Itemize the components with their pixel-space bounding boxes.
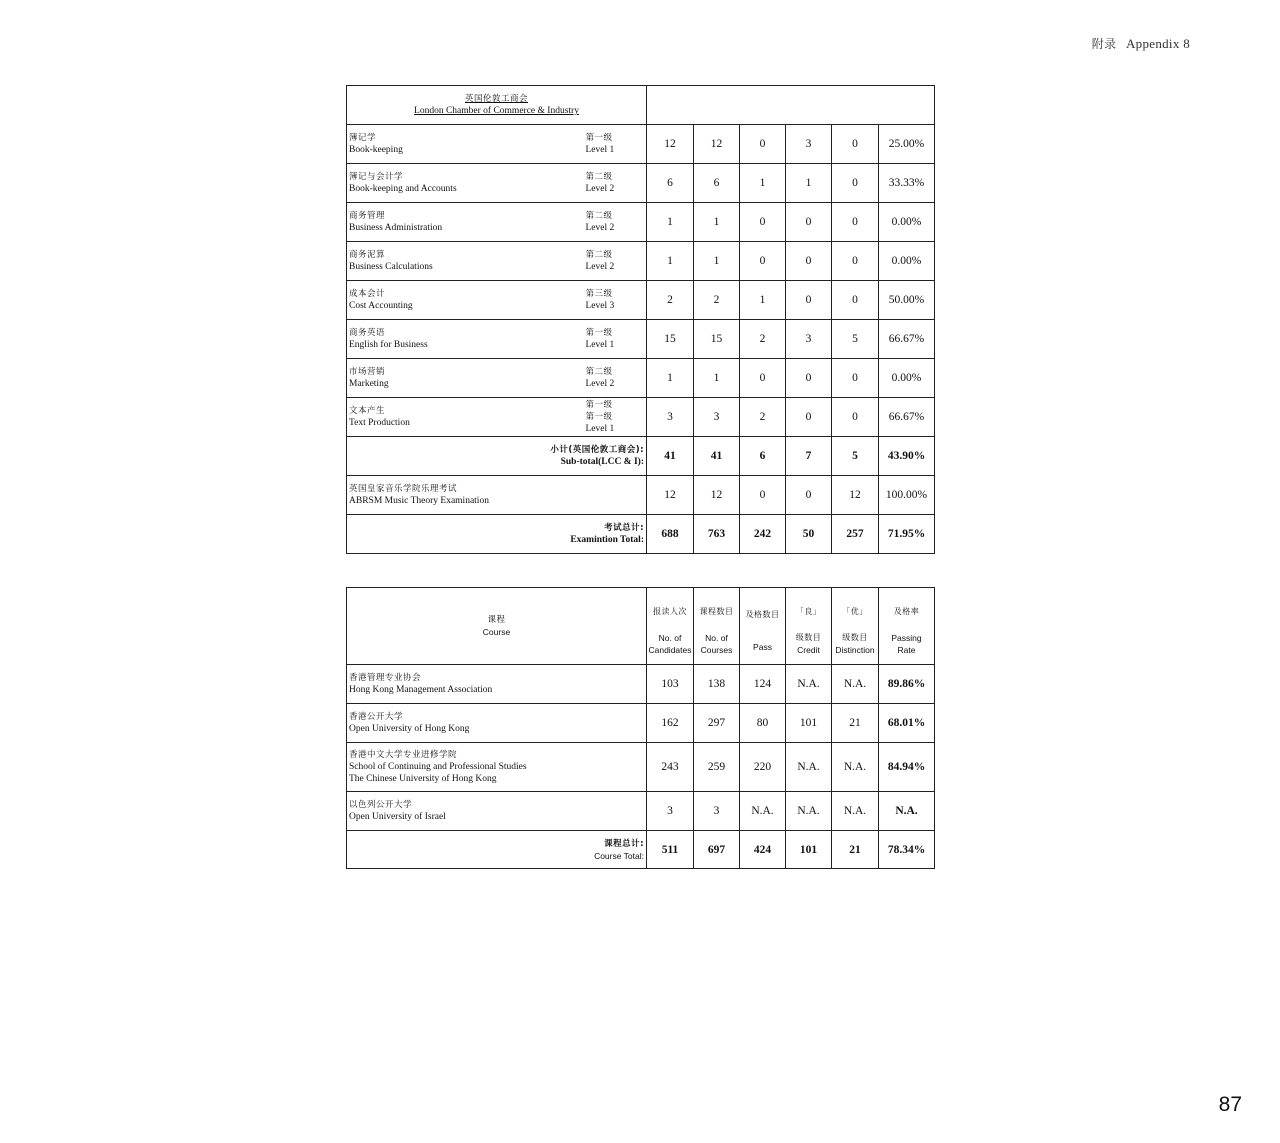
course-column-header-en-line: Credit (797, 645, 820, 655)
course-column-header-en-line: Passing (891, 633, 922, 643)
exam-total-label-cell (347, 515, 647, 554)
exam-total-value-cell: 242 (740, 515, 786, 554)
exam-level-line: 第一级 (585, 133, 613, 143)
course-provider-en: Open University of Hong Kong (349, 724, 470, 734)
exam-subject-cell (347, 125, 585, 164)
course-column-header (879, 588, 935, 665)
course-total-value-cell: 101 (786, 831, 832, 869)
exam-level-cell (585, 203, 647, 242)
page-number: 87 (1218, 1093, 1242, 1116)
exam-value-cell: 0 (786, 359, 832, 398)
header-zh: 附录 (1091, 37, 1117, 51)
exam-abrsm-value-cell: 0 (740, 476, 786, 515)
course-column-header-zh: 报读人次 (653, 607, 687, 616)
exam-level-line: 第二级 (585, 172, 613, 182)
exam-level-cell (585, 398, 647, 437)
exam-value-cell: 12 (694, 125, 740, 164)
exam-group-title-zh: 英国伦敦工商会 (464, 94, 528, 104)
course-column-header (832, 588, 879, 665)
course-column-header-en-line: Distinction (835, 645, 875, 655)
exam-abrsm-value-cell: 12 (832, 476, 879, 515)
exam-subject-cell (347, 203, 585, 242)
course-value-cell: 162 (647, 704, 694, 743)
course-value-cell: 259 (694, 743, 740, 792)
course-provider-cell (347, 665, 647, 704)
exam-subject-zh: 文本产生 (349, 406, 386, 416)
exam-group-title-en: London Chamber of Commerce & Industry (414, 106, 579, 116)
exam-subject-zh: 簿记与会计学 (349, 172, 404, 182)
exam-level-cell (585, 281, 647, 320)
exam-subtotal-value-cell: 6 (740, 437, 786, 476)
course-provider-en: Hong Kong Management Association (349, 685, 493, 695)
exam-subject-en: Text Production (349, 418, 410, 428)
course-column-header-zh: 「优」 (842, 607, 868, 616)
exam-level-line: Level 1 (585, 424, 615, 434)
course-total-value-cell: 78.34% (879, 831, 935, 869)
exam-subject-cell (347, 164, 585, 203)
page-header (1092, 35, 1190, 52)
exam-subtotal-label-zh: 小计(英国伦敦工商会): (550, 445, 644, 455)
exam-value-cell: 1 (694, 242, 740, 281)
exam-subject-cell (347, 320, 585, 359)
course-column-header-en-line: Candidates (648, 645, 692, 655)
course-value-cell: 220 (740, 743, 786, 792)
exam-value-cell: 50.00% (879, 281, 935, 320)
course-total-value-cell: 21 (832, 831, 879, 869)
exam-subject-cell (347, 242, 585, 281)
course-total-label-zh: 课程总计: (604, 838, 644, 849)
exam-value-cell: 1 (740, 281, 786, 320)
exam-value-cell: 6 (694, 164, 740, 203)
exam-subtotal-row (347, 437, 935, 476)
exam-row (347, 242, 935, 281)
exam-value-cell: 0 (740, 203, 786, 242)
exam-value-cell: 0.00% (879, 359, 935, 398)
exam-subject-cell (347, 398, 585, 437)
exam-value-cell: 5 (832, 320, 879, 359)
exam-level-cell (585, 125, 647, 164)
exam-value-cell: 25.00% (879, 125, 935, 164)
exam-level-line: 第二级 (585, 250, 613, 260)
exam-total-row (347, 515, 935, 554)
course-column-header-zh: 「良」 (795, 607, 822, 616)
course-value-cell: 84.94% (879, 743, 935, 792)
exam-total-label-en: Examintion Total: (570, 535, 644, 545)
exam-value-cell: 0 (786, 203, 832, 242)
course-column-header (647, 588, 694, 665)
exam-value-cell: 0 (832, 125, 879, 164)
exam-subtotal-label-en: Sub-total(LCC & I): (560, 457, 644, 467)
course-column-header-en-line: 级数目 (795, 633, 822, 642)
course-value-cell: 89.86% (879, 665, 935, 704)
exam-level-cell (585, 320, 647, 359)
course-total-label-cell (347, 831, 647, 869)
course-provider-en: Open University of Israel (349, 812, 446, 822)
exam-row (347, 320, 935, 359)
exam-value-cell: 0 (786, 281, 832, 320)
exam-subject-zh: 商务英语 (349, 328, 386, 338)
exam-level-cell (585, 164, 647, 203)
course-value-cell: 21 (832, 704, 879, 743)
exam-value-cell: 66.67% (879, 320, 935, 359)
course-column-header-en-line: 级数目 (842, 633, 868, 642)
course-row (347, 743, 935, 792)
course-header-en: Course (482, 627, 511, 637)
exam-value-cell: 1 (647, 242, 694, 281)
exam-value-cell: 0 (786, 242, 832, 281)
course-column-header (740, 588, 786, 665)
exam-total-label-zh: 考试总计: (604, 523, 644, 533)
exam-abrsm-name-zh: 英国皇家音乐学院乐理考试 (349, 484, 458, 494)
exam-value-cell: 0 (740, 242, 786, 281)
course-column-header-en-line: No. of (658, 633, 682, 643)
exam-subject-zh: 商务泥算 (349, 250, 386, 260)
exam-value-cell: 0.00% (879, 242, 935, 281)
exam-subject-cell (347, 281, 585, 320)
course-value-cell: N.A. (740, 792, 786, 831)
exam-subtotal-value-cell: 41 (647, 437, 694, 476)
exam-subtotal-value-cell: 41 (694, 437, 740, 476)
course-value-cell: 297 (694, 704, 740, 743)
exam-total-value-cell: 257 (832, 515, 879, 554)
exam-level-cell (585, 242, 647, 281)
exam-value-cell: 1 (647, 203, 694, 242)
exam-level-line: Level 1 (585, 340, 615, 350)
exam-value-cell: 3 (786, 320, 832, 359)
exam-value-cell: 3 (647, 398, 694, 437)
course-value-cell: N.A. (786, 743, 832, 792)
course-value-cell: N.A. (832, 743, 879, 792)
course-total-row (347, 831, 935, 869)
course-row (347, 665, 935, 704)
exam-subtotal-value-cell: 7 (786, 437, 832, 476)
exam-row (347, 281, 935, 320)
exam-row (347, 398, 935, 437)
course-total-value-cell: 511 (647, 831, 694, 869)
course-value-cell: 3 (647, 792, 694, 831)
course-value-cell: N.A. (786, 792, 832, 831)
course-column-header-en-line: No. of (705, 633, 728, 643)
course-column-header-en (879, 632, 934, 656)
exam-value-cell: 0 (832, 398, 879, 437)
course-column-header-zh: 课程数目 (699, 607, 734, 616)
course-value-cell: 243 (647, 743, 694, 792)
exam-value-cell: 1 (786, 164, 832, 203)
exam-level-line: 第一级 (585, 328, 613, 338)
exam-group-header-row (347, 86, 935, 125)
exam-subject-en: Business Calculations (349, 262, 433, 272)
course-total-value-cell: 697 (694, 831, 740, 869)
exam-value-cell: 0 (832, 359, 879, 398)
exam-total-value-cell: 763 (694, 515, 740, 554)
exam-level-line: Level 3 (585, 301, 615, 311)
exam-value-cell: 2 (740, 320, 786, 359)
course-column-header-en (786, 632, 831, 656)
course-column-header-en (694, 632, 739, 656)
exam-value-cell: 3 (786, 125, 832, 164)
exam-level-line: Level 2 (585, 262, 615, 272)
exam-subject-zh: 簿记学 (349, 133, 377, 143)
course-value-cell: 101 (786, 704, 832, 743)
exam-level-cell (585, 359, 647, 398)
exam-row (347, 203, 935, 242)
exam-subject-en: Marketing (349, 379, 389, 389)
exam-value-cell: 2 (740, 398, 786, 437)
course-value-cell: N.A. (832, 792, 879, 831)
exam-level-line: Level 2 (585, 379, 615, 389)
exam-subject-zh: 商务管理 (349, 211, 386, 221)
course-provider-cell (347, 792, 647, 831)
course-results-table (346, 587, 935, 869)
exam-abrsm-value-cell: 0 (786, 476, 832, 515)
course-header-cell (347, 588, 647, 665)
course-provider-zh: 香港公开大学 (349, 712, 404, 722)
exam-level-line: 第二级 (585, 211, 613, 221)
exam-abrsm-row (347, 476, 935, 515)
course-column-header-en (647, 632, 693, 656)
exam-value-cell: 0 (740, 359, 786, 398)
exam-abrsm-value-cell: 12 (694, 476, 740, 515)
exam-value-cell: 0 (832, 281, 879, 320)
exam-row (347, 164, 935, 203)
exam-level-line: 第三级 (585, 289, 613, 299)
course-value-cell: 138 (694, 665, 740, 704)
exam-results-table (346, 85, 935, 554)
course-provider-en: School of Continuing and Professional Studies (349, 762, 527, 772)
course-value-cell: 124 (740, 665, 786, 704)
course-column-header-zh: 及格率 (893, 607, 920, 616)
exam-value-cell: 12 (647, 125, 694, 164)
exam-value-cell: 1 (740, 164, 786, 203)
exam-value-cell: 0 (832, 164, 879, 203)
course-value-cell: N.A. (786, 665, 832, 704)
exam-subject-en: English for Business (349, 340, 428, 350)
exam-value-cell: 1 (694, 359, 740, 398)
course-value-cell: N.A. (832, 665, 879, 704)
exam-total-value-cell: 71.95% (879, 515, 935, 554)
exam-value-cell: 1 (647, 359, 694, 398)
exam-subtotal-value-cell: 43.90% (879, 437, 935, 476)
exam-level-line: 第二级 (585, 367, 613, 377)
exam-group-title-cell (347, 86, 647, 125)
exam-subtotal-label-cell (347, 437, 647, 476)
course-value-cell: 103 (647, 665, 694, 704)
exam-value-cell: 0 (832, 203, 879, 242)
exam-total-value-cell: 50 (786, 515, 832, 554)
exam-subject-en: Book-keeping (349, 145, 403, 155)
course-header-zh: 课程 (487, 615, 506, 625)
exam-value-cell: 0 (786, 398, 832, 437)
exam-value-cell: 0.00% (879, 203, 935, 242)
course-column-header-en-line: Courses (700, 645, 733, 655)
course-column-header-zh: 及格数目 (745, 610, 780, 619)
course-column-header-en (832, 632, 878, 656)
exam-abrsm-value-cell: 12 (647, 476, 694, 515)
course-value-cell: 68.01% (879, 704, 935, 743)
exam-abrsm-name-en: ABRSM Music Theory Examination (349, 496, 489, 506)
course-column-header-en-line: Pass (753, 642, 772, 652)
exam-value-cell: 3 (694, 398, 740, 437)
exam-value-cell: 2 (694, 281, 740, 320)
course-provider-cell (347, 743, 647, 792)
exam-level-line: 第一级 (585, 412, 613, 422)
exam-level-line: Level 2 (585, 223, 615, 233)
course-value-cell: 3 (694, 792, 740, 831)
header-en: Appendix 8 (1125, 36, 1190, 51)
course-provider-zh: 香港管理专业协会 (349, 673, 422, 683)
exam-level-line: 第一级 (585, 400, 613, 410)
course-row (347, 704, 935, 743)
course-header-row (347, 588, 935, 665)
course-column-header-en (740, 635, 785, 653)
course-column-header (786, 588, 832, 665)
exam-level-line: Level 1 (585, 145, 615, 155)
course-provider-en: The Chinese University of Hong Kong (349, 774, 497, 784)
exam-value-cell: 15 (694, 320, 740, 359)
exam-value-cell: 15 (647, 320, 694, 359)
course-value-cell: N.A. (879, 792, 935, 831)
course-total-label-en: Course Total: (594, 850, 644, 861)
exam-value-cell: 1 (694, 203, 740, 242)
exam-subject-zh: 市场营销 (349, 367, 386, 377)
course-provider-zh: 香港中文大学专业进修学院 (349, 750, 458, 760)
course-provider-zh: 以色列公开大学 (349, 800, 413, 810)
course-column-header (694, 588, 740, 665)
exam-value-cell: 6 (647, 164, 694, 203)
course-provider-cell (347, 704, 647, 743)
course-value-cell: 80 (740, 704, 786, 743)
course-column-header-en-line: Rate (897, 645, 916, 655)
exam-row (347, 359, 935, 398)
exam-abrsm-name-cell (347, 476, 647, 515)
exam-subject-en: Cost Accounting (349, 301, 413, 311)
exam-group-header-blank (647, 86, 935, 125)
exam-row (347, 125, 935, 164)
exam-level-line: Level 2 (585, 184, 615, 194)
exam-value-cell: 33.33% (879, 164, 935, 203)
exam-subject-cell (347, 359, 585, 398)
course-row (347, 792, 935, 831)
exam-value-cell: 0 (740, 125, 786, 164)
course-total-value-cell: 424 (740, 831, 786, 869)
exam-value-cell: 0 (832, 242, 879, 281)
exam-subtotal-value-cell: 5 (832, 437, 879, 476)
exam-value-cell: 2 (647, 281, 694, 320)
exam-subject-en: Book-keeping and Accounts (349, 184, 457, 194)
exam-subject-zh: 成本会计 (349, 289, 386, 299)
exam-value-cell: 66.67% (879, 398, 935, 437)
exam-total-value-cell: 688 (647, 515, 694, 554)
exam-subject-en: Business Administration (349, 223, 443, 233)
exam-abrsm-value-cell: 100.00% (879, 476, 935, 515)
